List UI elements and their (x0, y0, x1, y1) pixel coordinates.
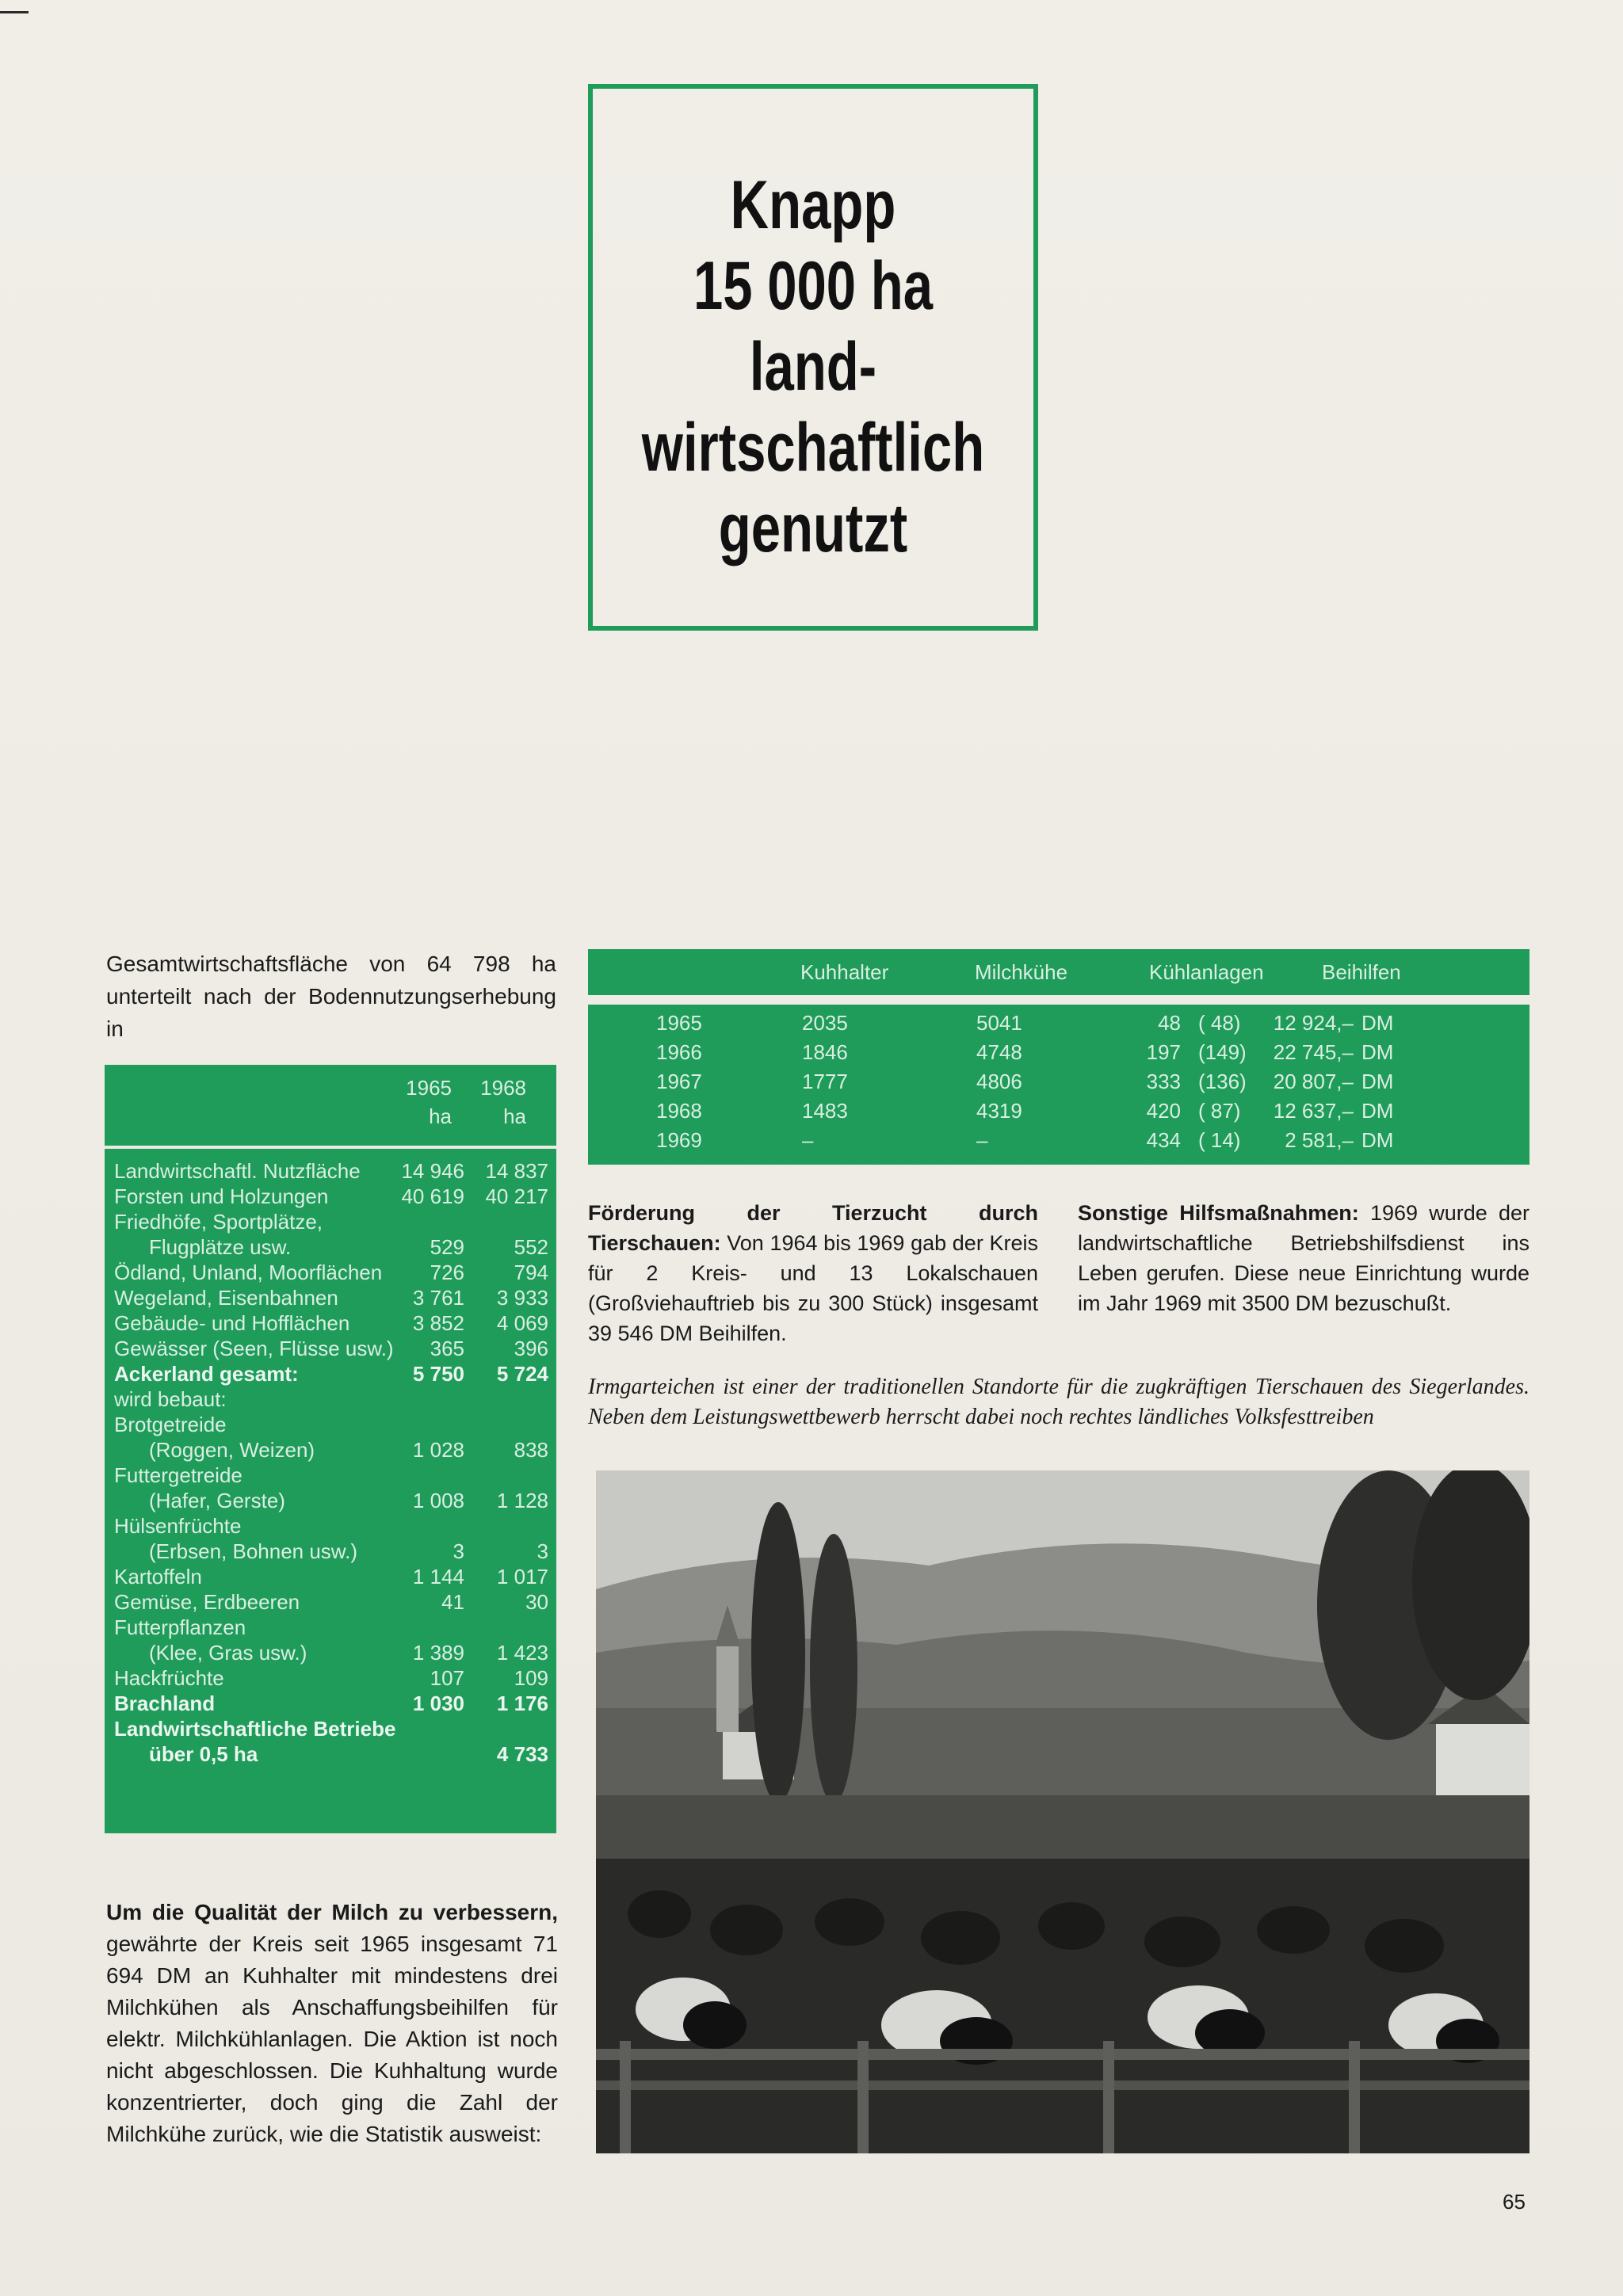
dairy-cell-kuhhalter: 1483 (802, 1099, 848, 1123)
land-row-value-1968: 552 (514, 1235, 548, 1259)
land-row-label (114, 1412, 548, 1463)
land-row-label (114, 1285, 548, 1310)
dairy-cell-kuehlanlagen-paren: (136) (1198, 1070, 1247, 1093)
dairy-table (588, 949, 1529, 1165)
land-row-label (114, 1463, 548, 1513)
dairy-table-row (588, 1070, 1529, 1099)
dairy-cell-kuehlanlagen: 420 (1146, 1099, 1181, 1123)
dairy-cell-milchkuehe: 5041 (976, 1011, 1022, 1035)
title-line: Knapp (730, 167, 896, 243)
land-row-label-text: Futtergetreide (114, 1463, 242, 1487)
header-beihilfen: Beihilfen (1322, 960, 1401, 984)
land-row-sublabel: (Roggen, Weizen) (149, 1438, 315, 1462)
land-table-row (114, 1412, 548, 1463)
dairy-cell-beihilfen: 12 637,– (1273, 1099, 1354, 1123)
land-row-value-1965: 1 030 (412, 1691, 464, 1715)
dairy-cell-milchkuehe: 4806 (976, 1070, 1022, 1093)
land-table-rows (114, 1158, 548, 1767)
land-row-value-1968: 4 733 (496, 1742, 548, 1766)
header-kuehlanlagen: Kühlanlagen (1149, 960, 1264, 984)
land-table-row (114, 1361, 548, 1386)
land-row-value-1965: 41 (441, 1590, 464, 1614)
land-row-sublabel: (Hafer, Gerste) (149, 1489, 285, 1512)
title-line: land- (749, 329, 877, 405)
land-row-label (114, 1665, 548, 1691)
land-table-row (114, 1716, 548, 1767)
land-row-value-1968: 1 423 (496, 1641, 548, 1665)
land-row-label (114, 1260, 548, 1285)
dairy-cell-unit: DM (1361, 1128, 1394, 1152)
land-table-row (114, 1336, 548, 1361)
dairy-cell-kuhhalter: 1777 (802, 1070, 848, 1093)
land-row-sublabel: (Klee, Gras usw.) (149, 1641, 307, 1665)
land-row-sublabel: (Erbsen, Bohnen usw.) (149, 1539, 358, 1563)
land-row-value-1968: 1 017 (496, 1565, 548, 1589)
dairy-table-row (588, 1040, 1529, 1070)
land-row-value-1965: 1 008 (412, 1489, 464, 1512)
col-1965-label: 1965 (406, 1076, 452, 1100)
page-title (641, 165, 985, 569)
land-row-label (114, 1386, 548, 1412)
land-row-label (114, 1716, 548, 1767)
land-row-value-1968: 1 176 (496, 1691, 548, 1715)
dairy-cell-kuhhalter: – (802, 1128, 814, 1152)
land-row-value-1968: 3 (537, 1539, 548, 1563)
dairy-cell-unit: DM (1361, 1040, 1394, 1064)
land-row-label-text: Futterpflanzen (114, 1615, 246, 1639)
land-row-label (114, 1361, 548, 1386)
land-row-value-1968: 3 933 (496, 1286, 548, 1310)
dairy-cell-kuehlanlagen: 48 (1158, 1011, 1181, 1035)
land-row-label-text: Wegeland, Eisenbahnen (114, 1286, 338, 1310)
page-number: 65 (1503, 2190, 1526, 2214)
land-row-label-text: Ackerland gesamt: (114, 1362, 299, 1386)
dairy-table-row (588, 1099, 1529, 1128)
land-row-label (114, 1209, 548, 1260)
land-row-value-1965: 3 (453, 1539, 464, 1563)
header-milchkuehe: Milchkühe (975, 960, 1068, 984)
article-hilfsmassnahmen (1078, 1198, 1529, 1318)
dairy-cell-unit: DM (1361, 1011, 1394, 1035)
land-row-value-1965: 365 (430, 1337, 464, 1360)
land-row-value-1965: 3 761 (412, 1286, 464, 1310)
land-row-label-text: Landwirtschaftl. Nutzfläche (114, 1159, 361, 1183)
land-row-value-1968: 794 (514, 1261, 548, 1284)
land-row-value-1965: 529 (430, 1235, 464, 1259)
land-row-label-text: Kartoffeln (114, 1565, 202, 1589)
dairy-table-body (588, 1005, 1529, 1165)
dairy-cell-kuehlanlagen-paren: ( 87) (1198, 1099, 1241, 1123)
land-row-label-text: Gemüse, Erdbeeren (114, 1590, 300, 1614)
land-row-label (114, 1691, 548, 1716)
dairy-cell-kuehlanlagen: 333 (1146, 1070, 1181, 1093)
land-row-sublabel: Flugplätze usw. (149, 1235, 292, 1259)
land-row-label-text: Forsten und Holzungen (114, 1184, 329, 1208)
land-row-value-1968: 5 724 (496, 1362, 548, 1386)
dairy-cell-year: 1967 (656, 1070, 702, 1093)
land-row-label (114, 1158, 548, 1184)
land-row-value-1968: 4 069 (496, 1311, 548, 1335)
land-row-value-1965: 3 852 (412, 1311, 464, 1335)
land-row-label (114, 1615, 548, 1665)
land-row-label-text: Brachland (114, 1691, 216, 1715)
land-table-row (114, 1260, 548, 1285)
milk-paragraph-body: gewährte der Kreis seit 1965 insgesamt 71 694 DM an Kuhhalter mit mindestens drei Milchkühen als Anschaffungsbeihilfen für elektr. Milchkühlanlagen. Die Aktion ist noch nicht abgeschlossen. Die Kuhhaltung wurde konzentrierter, doch ging die Zahl der Milchkühe zurück, wie die Statistik ausweist: (106, 1932, 558, 2146)
col-1968-unit: ha (503, 1104, 526, 1128)
land-row-label-text: Brotgetreide (114, 1413, 227, 1436)
dairy-cell-beihilfen: 2 581,– (1285, 1128, 1354, 1152)
land-row-value-1968: 40 217 (485, 1184, 548, 1208)
land-row-label-text: Hülsenfrüchte (114, 1514, 242, 1538)
dairy-table-header (588, 949, 1529, 995)
land-row-label-text: Friedhöfe, Sportplätze, (114, 1210, 323, 1234)
land-row-label (114, 1564, 548, 1589)
land-row-label (114, 1336, 548, 1361)
dairy-cell-milchkuehe: 4748 (976, 1040, 1022, 1064)
land-table-row (114, 1184, 548, 1209)
dairy-cell-milchkuehe: 4319 (976, 1099, 1022, 1123)
dairy-cell-kuehlanlagen-paren: ( 48) (1198, 1011, 1241, 1035)
col-1968-label: 1968 (480, 1076, 526, 1100)
land-table-row (114, 1310, 548, 1336)
land-row-value-1968: 109 (514, 1666, 548, 1690)
land-row-value-1968: 30 (525, 1590, 548, 1614)
land-row-value-1968: 14 837 (485, 1159, 548, 1183)
photo-caption: Irmgarteichen ist einer der traditionellen Standorte für die zugkräftigen Tierschauen des Siegerlandes. Neben dem Leistungswettbewerb herrscht dabei noch rechtes ländliches Volksfesttreiben (588, 1375, 1529, 1429)
dairy-cell-unit: DM (1361, 1070, 1394, 1093)
dairy-cell-beihilfen: 20 807,– (1273, 1070, 1354, 1093)
land-table-row (114, 1209, 548, 1260)
land-row-label (114, 1513, 548, 1564)
land-row-value-1965: 1 144 (412, 1565, 464, 1589)
land-table-row (114, 1564, 548, 1589)
land-table-row (114, 1691, 548, 1716)
land-table-row (114, 1513, 548, 1564)
title-line: wirtschaftlich (641, 410, 985, 486)
milk-paragraph-lead: Um die Qualität der Milch zu verbessern, (106, 1900, 558, 1924)
dairy-cell-beihilfen: 22 745,– (1273, 1040, 1354, 1064)
dairy-cell-kuehlanlagen-paren: (149) (1198, 1040, 1247, 1064)
land-row-label (114, 1184, 548, 1209)
article-hilfe-body: 1969 wurde der landwirtschaftliche Betriebshilfsdienst ins Leben gerufen. Diese neue Einrichtung wurde im Jahr 1969 mit 3500 DM bezuschußt. (1078, 1201, 1529, 1315)
dairy-cell-year: 1966 (656, 1040, 702, 1064)
land-table-row (114, 1386, 548, 1412)
land-row-label-text: Landwirtschaftliche Betriebe (114, 1717, 396, 1741)
land-row-value-1968: 838 (514, 1438, 548, 1462)
land-table-row (114, 1285, 548, 1310)
land-row-label (114, 1589, 548, 1615)
dairy-cell-year: 1968 (656, 1099, 702, 1123)
dairy-cell-kuehlanlagen: 197 (1146, 1040, 1181, 1064)
dairy-cell-beihilfen: 12 924,– (1273, 1011, 1354, 1035)
col-1965-unit: ha (429, 1104, 452, 1128)
title-line: genutzt (718, 490, 908, 566)
dairy-cell-unit: DM (1361, 1099, 1394, 1123)
land-row-value-1965: 107 (430, 1666, 464, 1690)
land-row-value-1965: 1 389 (412, 1641, 464, 1665)
land-table-header (105, 1065, 556, 1149)
livestock-show-photo (596, 1470, 1529, 2153)
land-table-row (114, 1463, 548, 1513)
dairy-cell-year: 1969 (656, 1128, 702, 1152)
dairy-table-row (588, 1128, 1529, 1158)
land-row-label (114, 1310, 548, 1336)
article-hilfe-heading: Sonstige Hilfsmaßnahmen: (1078, 1201, 1359, 1225)
land-row-value-1965: 726 (430, 1261, 464, 1284)
dairy-cell-year: 1965 (656, 1011, 702, 1035)
dairy-cell-milchkuehe: – (976, 1128, 988, 1152)
land-row-value-1968: 1 128 (496, 1489, 548, 1512)
land-table-row (114, 1589, 548, 1615)
dairy-cell-kuhhalter: 1846 (802, 1040, 848, 1064)
land-row-value-1965: 40 619 (401, 1184, 464, 1208)
title-box (588, 84, 1038, 631)
land-row-label-text: Gewässer (Seen, Flüsse usw.) (114, 1337, 394, 1360)
land-row-value-1965: 1 028 (412, 1438, 464, 1462)
dairy-cell-kuhhalter: 2035 (802, 1011, 848, 1035)
land-row-value-1965: 5 750 (412, 1362, 464, 1386)
article-tierzucht-body: Von 1964 bis 1969 gab der Kreis für 2 Kreis- und 13 Lokalschauen (Großviehauftrieb bis zu 300 Stück) insgesamt 39 546 DM Beihilfen. (588, 1231, 1038, 1345)
dairy-cell-kuehlanlagen-paren: ( 14) (1198, 1128, 1241, 1152)
milk-paragraph (106, 1897, 558, 2150)
header-kuhhalter: Kuhhalter (800, 960, 889, 984)
dairy-table-row (588, 1011, 1529, 1040)
land-row-label-text: wird bebaut: (114, 1387, 227, 1411)
photo-illustration (596, 1470, 1529, 2153)
land-row-value-1965: 14 946 (401, 1159, 464, 1183)
land-row-label-text: Ödland, Unland, Moorflächen (114, 1261, 383, 1284)
land-row-label-text: Hackfrüchte (114, 1666, 224, 1690)
land-use-table (105, 1065, 556, 1833)
title-line: 15 000 ha (693, 248, 934, 324)
land-row-sublabel: über 0,5 ha (149, 1742, 258, 1766)
land-row-label-text: Gebäude- und Hofflächen (114, 1311, 350, 1335)
article-tierzucht (588, 1198, 1038, 1348)
intro-paragraph: Gesamtwirtschaftsfläche von 64 798 ha unterteilt nach der Bodennutzungserhebung in (106, 952, 556, 1041)
article-tierzucht-heading: Förderung der Tierzucht durch Tierschauen: (588, 1201, 1038, 1255)
land-table-row (114, 1665, 548, 1691)
edge-mark (0, 11, 29, 13)
land-table-row (114, 1158, 548, 1184)
dairy-cell-kuehlanlagen: 434 (1146, 1128, 1181, 1152)
land-table-row (114, 1615, 548, 1665)
land-row-value-1968: 396 (514, 1337, 548, 1360)
